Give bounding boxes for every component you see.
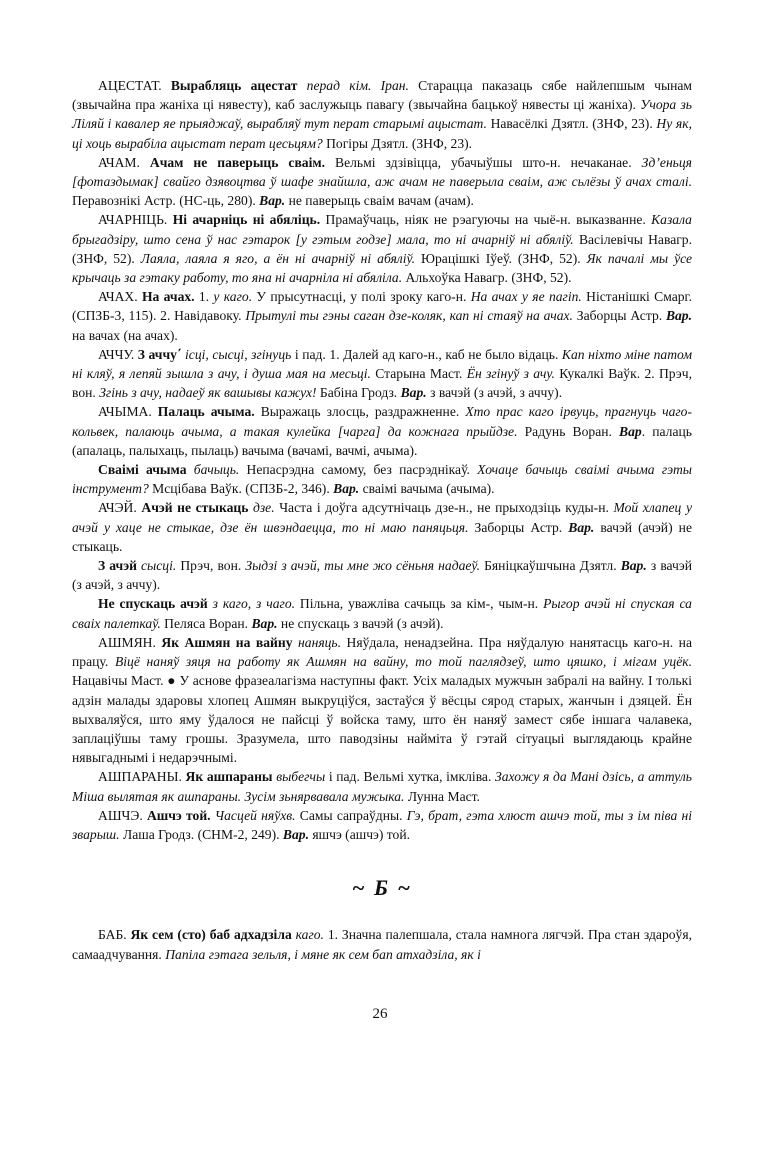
entry-text: Старацца паказаць сябе найлепшым чынам (звычайна пра жаніха ці нявесту), каб заслужыць павагу (звычайна бацькоў нявесты ці жаніха).: [72, 78, 692, 113]
entry-text: АШЧЭ.: [98, 807, 147, 823]
entry-text: Прытулі ты гэны саган дзе-коляк, кап ні стаяў на ачах.: [245, 308, 573, 324]
entry-text: не паверыць сваім вачам (ачам).: [285, 193, 474, 209]
entry-ashche: [72, 806, 692, 844]
entry-text: Вар.: [665, 308, 692, 324]
entry-text: Захожу я да Мані дзісь, а аттуль Міша вылятая як ашпараны. Зусім зьнярвавала мужыка.: [72, 769, 692, 804]
entry-text: з вачэй (з ачэй, з аччу).: [72, 558, 692, 593]
entry-text: Самы сапраўдны.: [295, 807, 407, 823]
entry-text: 1. Значна палепшала, стала намнога лягчэй. Пра стан здароўя, самаадчування.: [72, 927, 692, 962]
entry-text: Ні ачарніць ні абяліць.: [172, 212, 321, 228]
entry-text: Вар.: [251, 615, 278, 631]
entry-text: Васілевічы Навагр. (ЗНФ, 52).: [72, 231, 692, 266]
entry-text: З аччу΄: [137, 346, 182, 362]
entry-text: Казала брыгадзіру, што сена ў нас гэтарок [у гэтым годзе] мала, то ні ачарніў ні абяліў.: [72, 212, 692, 247]
section-letter-heading: ~ Б ~: [351, 875, 413, 901]
entry-text: Бяніцкаўшчына Дзятл.: [480, 558, 621, 574]
entry-text: Сваімі ачыма: [98, 462, 187, 478]
entry-text: АШПАРАНЫ.: [98, 769, 186, 785]
entry-text: Вар: [619, 423, 642, 439]
entry-text: сысці.: [136, 558, 177, 574]
entry-text: у каго.: [213, 289, 253, 305]
page-number: 26: [372, 1006, 388, 1022]
entry-text: Пеляса Воран.: [160, 615, 252, 631]
entry-svaimi: [72, 460, 692, 498]
entry-text: Вар.: [620, 558, 647, 574]
entry-text: Ну як, ці хоць вырабіла ацыстат перат цесьцям?: [72, 116, 692, 151]
entry-text: АЧАХ.: [98, 289, 142, 305]
entry-text: яшчэ (ашчэ) той.: [308, 826, 411, 842]
entry-text: БАБ.: [98, 927, 131, 943]
entry-text: Вар.: [400, 385, 427, 401]
entry-text: Часцей няўхв.: [210, 807, 296, 823]
entry-acharnits: [72, 210, 692, 287]
entry-text: Мсцібава Ваўк. (СПЗБ-2, 346).: [148, 481, 334, 497]
entry-text: З ачэй: [98, 558, 137, 574]
entry-text: Зд’еньця [фотаздымак] свайго дзявоцтва ў шафе знайшла, аж ачам не паверыла сваім, аж сьлёзы ў ачах сталі.: [72, 154, 692, 190]
entry-text: Непасрэдна самому, без пасрэднікаў.: [239, 462, 478, 478]
entry-text: Ачам не паверыць сваім.: [149, 154, 326, 170]
entry-text: Лаяла, лаяла я яго, а ён ні ачарніў ні абяліў.: [140, 250, 416, 266]
entry-text: Старына Маст.: [370, 366, 467, 382]
entry-text: Як Ашмян на вайну: [161, 634, 293, 650]
entry-achei: [72, 498, 692, 556]
entry-text: 1.: [194, 289, 214, 305]
entry-text: . палаць (апалаць, палыхаць, пылаць) вачыма (вачамі, вачмі, ачыма).: [72, 423, 692, 458]
entry-text: Як сем (сто) баб адхадзіла: [130, 927, 292, 943]
dictionary-page: [72, 76, 692, 964]
entry-text: На ачах.: [141, 289, 195, 305]
entry-text: каго.: [291, 927, 324, 943]
entry-text: Вар.: [259, 193, 286, 209]
entry-text: Палаць ачыма.: [157, 404, 255, 420]
entry-text: Ністанішкі Смарг. (СПЗБ-3, 115). 2. Навідавоку.: [72, 289, 692, 324]
entry-text: Лунна Маст.: [404, 788, 480, 804]
entry-text: Часта і доўга адсутнічаць дзе-н., не прыходзіць куды-н.: [274, 500, 614, 516]
entry-text: АЧАМ.: [98, 154, 150, 170]
entry-text: Бабіна Гродз.: [316, 385, 401, 401]
entry-text: Нацавічы Маст. ● У аснове фразеалагізма наступны факт. Усіх маладых мужчын забралі на вайну. І толькі адзін малады здаровы хлопец Ашмян выкруціўся, застаўся ў вёсцы сярод старых, жанчын і дзяцей. Ён выхваляўся, што яму ўдалося не пайсці ў войска таму, што ён наняў замест сябе іншага чалавека, заплаціўшы таму грошы. Зразумела, што паводзіны найміта ў гэтай сітуацыі выглядаюць крайне нявыгаднымі і недарэчнымі.: [72, 673, 692, 766]
entry-text: Заборцы Астр.: [572, 308, 666, 324]
entry-text: АШМЯН.: [98, 634, 162, 650]
entry-text: выбегчы: [272, 769, 326, 785]
entry-zachei: [72, 556, 692, 594]
entry-text: Згінь з ачу, надаеў як вашывы кажух!: [99, 385, 317, 401]
entry-text: Вельмі здзівіцца, убачыўшы што-н. нечаканае.: [325, 154, 642, 170]
entry-text: бачыць.: [186, 462, 240, 478]
entry-text: Ён згінуў з ачу.: [466, 366, 555, 382]
entry-ashparany: [72, 767, 692, 805]
entry-text: Выражаць злосць, раздражненне.: [254, 404, 466, 420]
entry-text: АЧЧУ.: [98, 346, 138, 362]
entry-text: Рыгор ачэй ні спуская са сваіх палеткаў.: [72, 596, 692, 631]
entry-achakh: [72, 287, 692, 345]
next-section-entries: [72, 925, 692, 963]
entries-block: [72, 76, 692, 844]
entry-text: Вырабляць ацестат: [170, 78, 298, 93]
entry-text: вачэй (ачэй) не стыкаць.: [72, 519, 692, 554]
entry-text: не спускаць з вачэй (з ачэй).: [277, 615, 444, 631]
entry-text: Лаша Гродз. (СНМ-2, 249).: [119, 826, 283, 842]
entry-text: Пільна, уважліва сачыць за кім-, чым-н.: [295, 596, 544, 612]
entry-text: Хочаце бачыць сваімі ачыма гэты інструмент?: [72, 462, 692, 497]
entry-text: Вар.: [568, 519, 595, 535]
entry-text: АЧЫМА.: [98, 404, 158, 420]
entry-text: дзе.: [248, 500, 275, 516]
entry-text: Вар.: [333, 481, 360, 497]
entry-text: Перавознікі Астр. (НС-ць, 280).: [72, 193, 260, 209]
entry-text: Няўдала, ненадзейна. Пра няўдалую нанятасць каго-н. на працу.: [72, 634, 692, 670]
entry-text: Ачэй не стыкаць: [141, 500, 249, 516]
entry-text: наняць.: [292, 634, 342, 650]
entry-text: АЦЕСТАТ.: [98, 78, 171, 93]
entry-text: Радунь Воран.: [517, 423, 620, 439]
entry-text: Ашчэ той.: [146, 807, 211, 823]
entry-text: Погіры Дзятл. (ЗНФ, 23).: [322, 135, 473, 151]
entry-bab: [72, 925, 692, 963]
entry-text: Кукалкі Ваўк. 2. Прэч, вон.: [72, 366, 693, 401]
entry-text: У прысутнасці, у полі зроку каго-н.: [252, 289, 471, 305]
entry-text: АЧЭЙ.: [98, 500, 142, 516]
entry-text: Юрацішкі Іўеў. (ЗНФ, 52).: [415, 250, 587, 266]
entry-text: Навасёлкі Дзятл. (ЗНФ, 23).: [486, 116, 657, 132]
entry-text: АЧАРНІЦЬ.: [98, 212, 173, 228]
entry-achyma: [72, 402, 692, 460]
entry-text: Мой хлапец у ачэй у хаце не стыкае, дзе ён швэндаецца, то ні маю паняцьця.: [72, 500, 692, 535]
entry-text: Гэ, брат, гэта хлюст ашчэ той, ты з ім піва ні зварыш.: [72, 807, 692, 842]
entry-text: Хто прас каго ірвуць, прагнуць чаго-кольвек, палаюць ачыма, а такая кулейка [чарга] да кожнага прыйдзе.: [72, 404, 692, 439]
entry-text: на вачах (на ачах).: [72, 327, 178, 343]
entry-text: з каго, з чаго.: [207, 596, 296, 612]
entry-acham: [72, 153, 692, 211]
entry-text: Як пачалі мы ўсе крычаць за гэтаку работу, то яна ні ачарніла ні абяліла.: [72, 250, 693, 286]
entry-text: Заборцы Астр.: [468, 519, 569, 535]
entry-text: Віцё наняў зяця на работу як Ашмян на вайну, то той паглядзеў, што цяшко, і мігам уцёк.: [114, 654, 692, 670]
entry-text: Альхоўка Навагр. (ЗНФ, 52).: [402, 270, 572, 286]
entry-text: ісці, сысці, згінуць: [181, 346, 292, 362]
entry-text: Вар.: [282, 826, 309, 842]
entry-ashmian: [72, 633, 692, 767]
entry-text: На ачах у яе пагіп.: [470, 289, 582, 305]
entry-text: Папіла гэтага зельля, і мяне як сем бап атхадзіла, як і: [165, 946, 481, 962]
entry-text: сваімі вачыма (ачыма).: [359, 481, 495, 497]
entry-text: з вачэй (з ачэй, з аччу).: [426, 385, 563, 401]
entry-text: перад кім. Іран.: [297, 78, 409, 93]
entry-text: Прэч, вон.: [176, 558, 246, 574]
entry-achchu: [72, 345, 692, 403]
entry-text: Зыдзі з ачэй, ты мне жо сёньня надаеў.: [245, 558, 481, 574]
entry-nespuskats: [72, 594, 692, 632]
entry-text: Кап ніхто міне патом ні кляў, я лепяй зышла з ачу, і душа мая на месьці.: [72, 346, 692, 382]
entry-text: Не спускаць ачэй: [98, 596, 208, 612]
entry-text: і пад. Вельмі хутка, імкліва.: [325, 769, 496, 785]
entry-text: Як ашпараны: [185, 769, 273, 785]
entry-text: Учора зь Ліляй і кавалер яе прыяджаў, вырабляў тут перат старымі ацыстат.: [72, 97, 692, 132]
entry-text: Прамаўчаць, ніяк не рэагуючы на чыё-н. выказванне.: [320, 212, 652, 228]
entry-acestat: [72, 76, 692, 153]
entry-text: і пад. 1. Далей ад каго-н., каб не было відаць.: [291, 346, 562, 362]
